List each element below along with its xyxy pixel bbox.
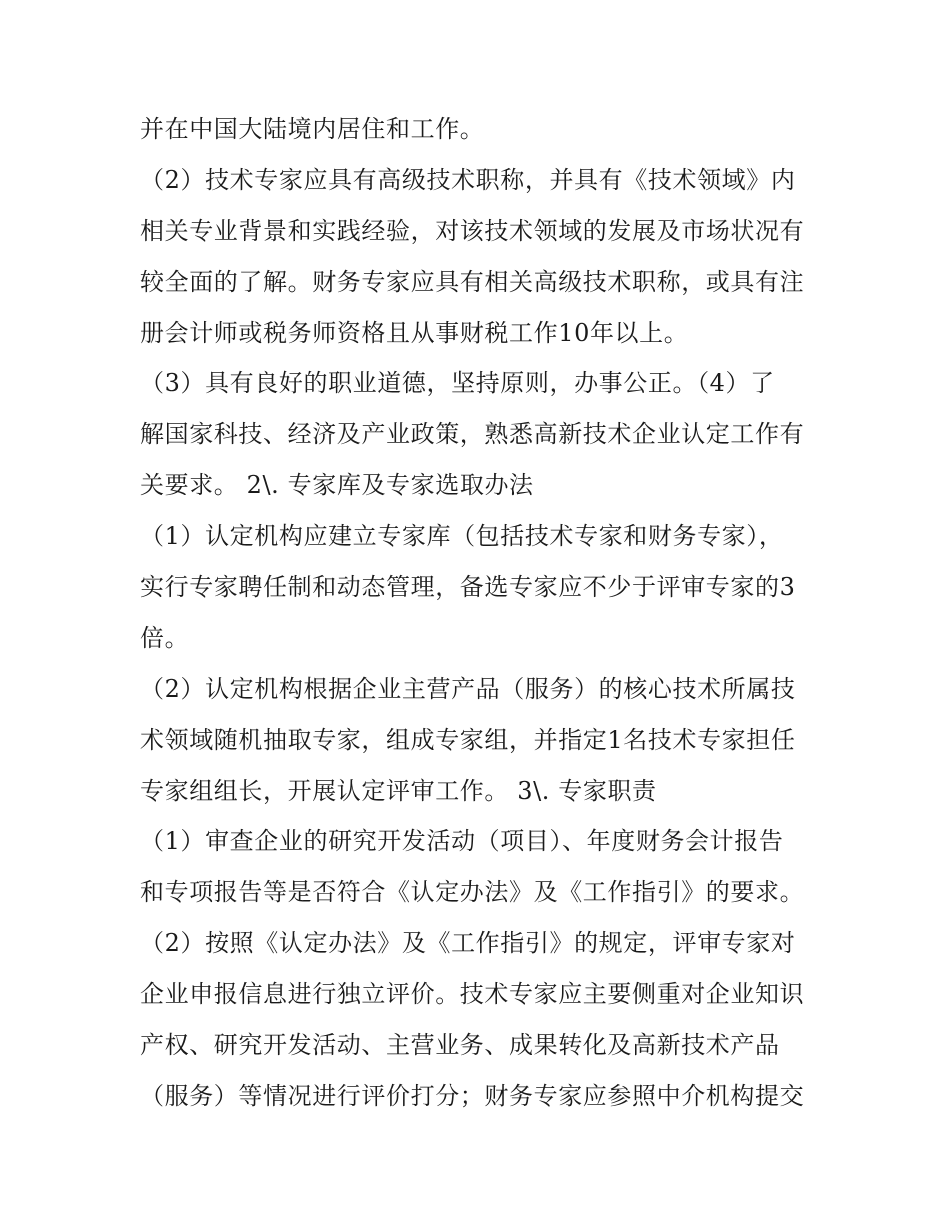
text-line: 较全面的了解。财务专家应具有相关高级技术职称，或具有注 xyxy=(140,267,805,296)
text-line: 和专项报告等是否符合《认定办法》及《工作指引》的要求。 xyxy=(140,878,805,907)
text-line: 相关专业背景和实践经验，对该技术领域的发展及市场状况有 xyxy=(140,216,805,245)
text-line: 册会计师或税务师资格且从事财税工作10年以上。 xyxy=(140,318,689,347)
text-line: （2）按照《认定办法》及《工作指引》的规定，评审专家对 xyxy=(140,929,796,958)
text-line: 术领域随机抽取专家，组成专家组，并指定1名技术专家担任 xyxy=(140,725,796,754)
document-body xyxy=(140,108,830,1126)
text-line: （1）认定机构应建立专家库（包括技术专家和财务专家）， xyxy=(140,522,784,551)
text-line: 专家组组长，开展认定评审工作。 3\. 专家职责 xyxy=(140,776,657,805)
text-line: 并在中国大陆境内居住和工作。 xyxy=(140,115,485,143)
text-line: 关要求。 2\. 专家库及专家选取办法 xyxy=(140,471,534,500)
text-line: （服务）等情况进行评价打分；财务专家应参照中介机构提交 xyxy=(140,1081,805,1110)
text-line: 实行专家聘任制和动态管理，备选专家应不少于评审专家的3 xyxy=(140,573,796,602)
text-line: （2）技术专家应具有高级技术职称，并具有《技术领域》内 xyxy=(140,165,796,194)
text-line: （3）具有良好的职业道德，坚持原则，办事公正。（4）了 xyxy=(140,369,775,398)
text-line: 解国家科技、经济及产业政策，熟悉高新技术企业认定工作有 xyxy=(140,420,805,449)
text-line: （2）认定机构根据企业主营产品（服务）的核心技术所属技 xyxy=(140,674,796,703)
text-line: 企业申报信息进行独立评价。技术专家应主要侧重对企业知识 xyxy=(140,980,805,1009)
text-line: （1）审查企业的研究开发活动（项目）、年度财务会计报告 xyxy=(140,827,784,856)
text-line: 产权、研究开发活动、主营业务、成果转化及高新技术产品 xyxy=(140,1031,780,1060)
text-line: 倍。 xyxy=(140,623,190,652)
